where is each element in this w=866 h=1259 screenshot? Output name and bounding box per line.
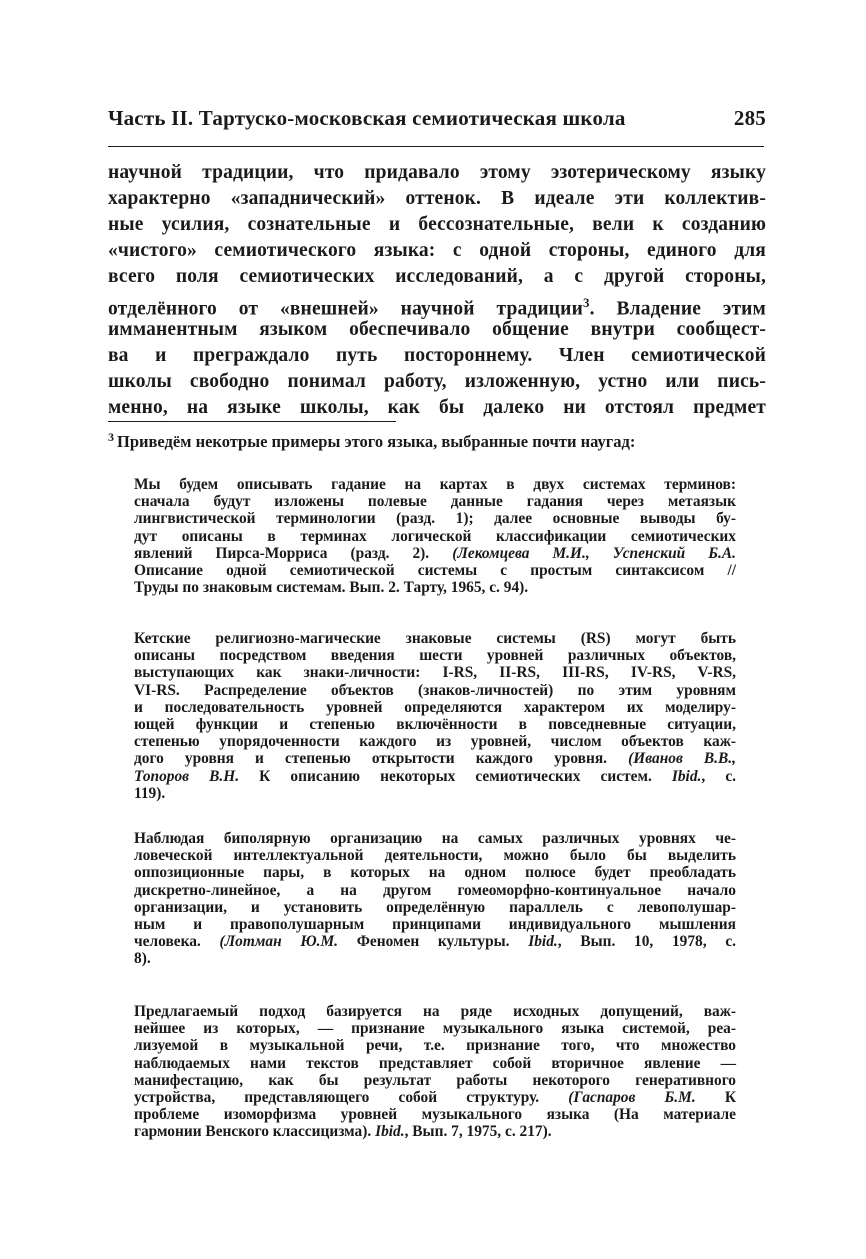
main-line: школы свободно понимал работу, изложенную, устно или пись- [108, 370, 766, 392]
quote-line: Описание одной семиотической системы с простым синтаксисом // [134, 561, 736, 579]
footnote-reference[interactable]: 3 [582, 295, 590, 311]
main-line: «чистого» семиотического языка: с одной стороны, единого для [108, 240, 766, 262]
quote-line: лизуемой в музыкальной речи, т.е. признание того, что множество [134, 1037, 736, 1055]
quote-line: Предлагаемый подход базируется на ряде исходных допущений, важ- [134, 1003, 736, 1020]
main-text [108, 160, 766, 421]
quote-line: дут описаны в терминах логической классификации семиотических [134, 527, 736, 545]
quote-line [134, 1123, 736, 1140]
quote-line-part: дого уровня и степенью открытости каждого уровня. [134, 750, 608, 768]
quote-citation-author: (Лекомцева М.И., Успенский Б.А. [452, 544, 736, 562]
main-line: менно, на языке школы, как бы далеко ни отстоял предмет [108, 396, 766, 418]
quote-line: дискретно-линейное, а на другом гомеоморфно-континуальное начало [134, 881, 736, 899]
quote-line: сначала будут изложены полевые данные гадания через метаязык [134, 493, 736, 511]
running-title: Часть II. Тартуско-московская семиотическая школа [108, 106, 626, 130]
quote-citation-ibid: Ibid. [528, 933, 558, 951]
footnote-quote-4 [134, 1003, 736, 1141]
main-line: имманентным языком обеспечивало общение внутри сообщест- [108, 318, 766, 340]
footnote-rule [108, 421, 396, 422]
main-line-part: отделённого от «внешней» научной традиции [108, 298, 583, 320]
quote-line: Мы будем описывать гадание на картах в двух системах терминов: [134, 476, 736, 493]
quote-citation-author: (Гаспаров Б.М. [568, 1088, 696, 1106]
quote-citation-text: , Вып. 10, 1978, с. [557, 933, 736, 951]
main-line: всего поля семиотических исследований, а с другой стороны, [108, 266, 766, 288]
quote-citation-text: , с. [701, 767, 736, 785]
main-line-footnote-ref [108, 290, 766, 320]
quote-line: Наблюдая биполярную организацию на самых различных уровнях че- [134, 830, 736, 847]
quote-citation-ibid: Ibid. [375, 1123, 405, 1141]
quote-line: организации, и установить определённую параллель с левополушар- [134, 898, 736, 916]
quote-citation-text: Феномен культуры. [337, 933, 529, 951]
footnote-quote-2 [134, 630, 736, 802]
quote-line: степенью упорядоченности каждого из уровней, числом объектов каж- [134, 733, 736, 751]
quote-citation-text: К [695, 1088, 736, 1106]
quote-line: выступающих как знаки-личности: I-RS, II-RS, III-RS, IV-RS, V-RS, [134, 664, 736, 682]
main-line: ва и преграждало путь постороннему. Член семиотической [108, 344, 766, 366]
quote-line: проблеме изоморфизма уровней музыкального языка (На материале [134, 1106, 736, 1124]
quote-line: нейшее из которых, — признание музыкального языка системой, реа- [134, 1020, 736, 1038]
quote-line: и последовательность уровней определяются характером их моделиру- [134, 698, 736, 716]
main-line: ные усилия, сознательные и бессознательные, вели к созданию [108, 214, 766, 236]
quote-citation-ibid: Ibid. [671, 767, 702, 785]
quote-line-part: устройства, представляющего собой структуру. [134, 1088, 540, 1106]
quote-line: ловеческой интеллектуальной деятельности, можно было бы выделить [134, 847, 736, 865]
running-header [108, 106, 766, 131]
quote-citation-author: Топоров В.Н. [134, 767, 240, 785]
quote-citation-author: (Лотман Ю.М. [219, 933, 338, 951]
main-line: научной традиции, что придавало этому эзотерическому языку [108, 162, 766, 183]
quote-line [134, 768, 736, 785]
quote-line: 119). [134, 784, 166, 802]
footnote-mark: 3 [108, 429, 114, 444]
quote-line-part: гармонии Венского классицизма). [134, 1123, 372, 1141]
quote-line-part: человека. [134, 933, 201, 951]
quote-line: Кетские религиозно-магические знаковые системы (RS) могут быть [134, 630, 736, 647]
quote-line [134, 750, 736, 767]
footnote-quote-3 [134, 830, 736, 968]
footnote-intro [108, 430, 748, 454]
quote-line [134, 1089, 736, 1106]
header-rule [108, 146, 764, 147]
quote-line-part: явлений Пирса-Морриса (разд. 2). [134, 544, 430, 562]
quote-line: оппозиционные пары, в которых на одном полюсе будет преобладать [134, 864, 736, 882]
footnote-quote-1 [134, 476, 736, 596]
quote-line: ющей функции и степенью включённости в повседневные ситуации, [134, 715, 736, 733]
page-number: 285 [733, 106, 766, 130]
main-line: характерно «западнический» оттенок. В идеале эти коллектив- [108, 188, 766, 210]
quote-line: описаны посредством введения шести уровней различных объектов, [134, 647, 736, 665]
quote-line [134, 545, 736, 562]
quote-line: Труды по знаковым системам. Вып. 2. Тарту, 1965, с. 94). [134, 579, 529, 597]
quote-line: 8). [134, 950, 151, 968]
quote-line: VI-RS. Распределение объектов (знаков-личностей) по этим уровням [134, 681, 736, 699]
quote-line: ным и правополушарным принципами индивидуального мышления [134, 915, 736, 933]
quote-line: лингвистической терминологии (разд. 1); далее основные выводы бу- [134, 510, 736, 528]
quote-citation-author: (Иванов В.В., [628, 750, 736, 768]
quote-line: наблюдаемых нами текстов представляет собой вторичное явление — [134, 1054, 736, 1072]
main-line-part: . Владение этим [589, 298, 766, 320]
quote-citation-text: , Вып. 7, 1975, с. 217). [404, 1123, 552, 1141]
quote-line [134, 933, 736, 950]
footnote-intro-text: Приведём некотрые примеры этого языка, выбранные почти наугад: [117, 432, 636, 451]
quote-citation-text: К описанию некоторых семиотических систем. [239, 767, 672, 785]
quote-line: манифестацию, как бы результат работы некоторого генеративного [134, 1071, 736, 1089]
